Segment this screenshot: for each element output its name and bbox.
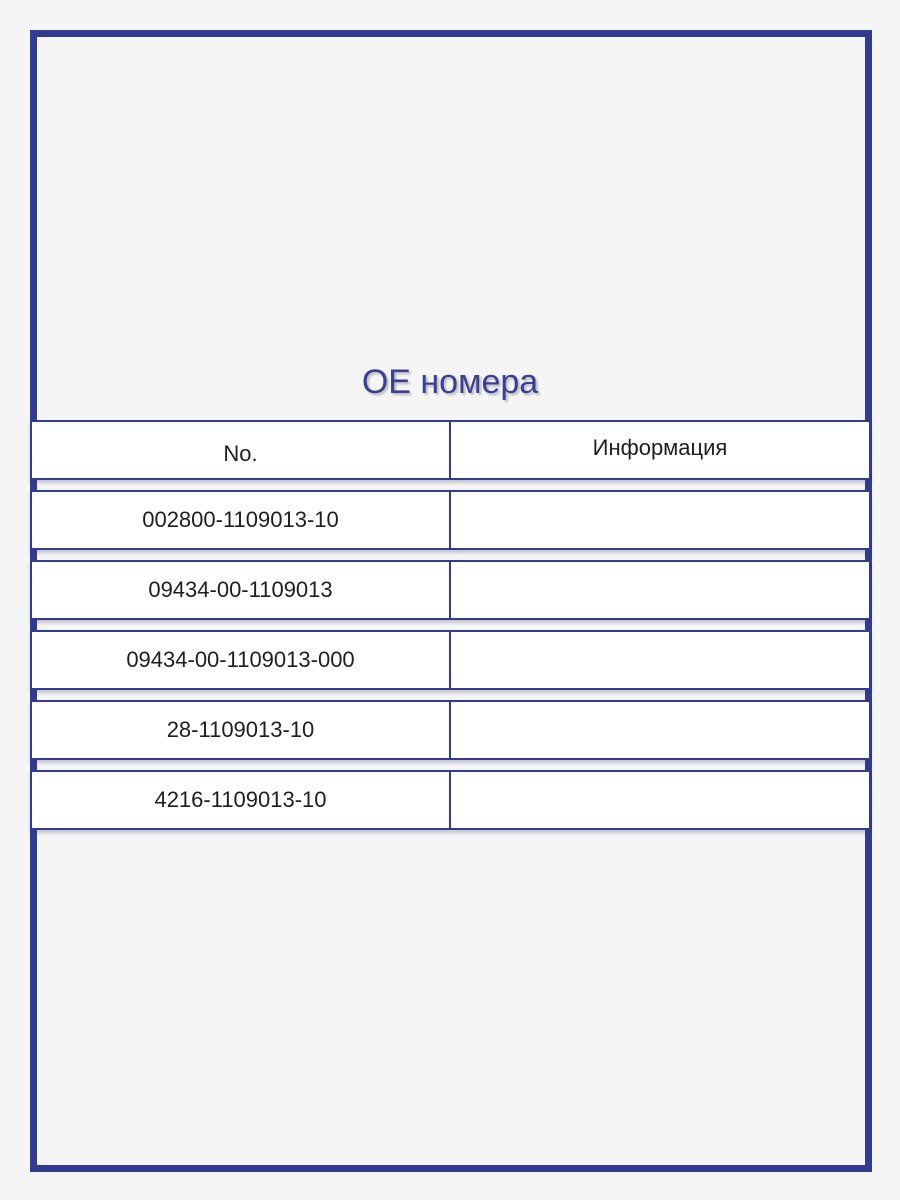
table-row	[30, 770, 871, 830]
column-header-info: Информация	[592, 435, 728, 460]
table-row	[30, 490, 871, 550]
table-row	[30, 630, 871, 690]
oe-number-cell: 4216-1109013-10	[32, 772, 451, 828]
info-cell	[451, 492, 869, 548]
oe-number-cell: 09434-00-1109013-000	[32, 632, 451, 688]
info-cell	[451, 702, 869, 758]
column-header-no: No.	[32, 422, 451, 478]
info-cell	[451, 562, 869, 618]
table-row	[30, 560, 871, 620]
info-cell	[451, 632, 869, 688]
table-row	[30, 700, 871, 760]
table-header-row	[30, 420, 871, 480]
oe-number-cell: 002800-1109013-10	[32, 492, 451, 548]
info-cell	[451, 772, 869, 828]
oe-number-cell: 09434-00-1109013	[32, 562, 451, 618]
page-title: OE номера	[361, 363, 539, 401]
oe-number-cell: 28-1109013-10	[32, 702, 451, 758]
